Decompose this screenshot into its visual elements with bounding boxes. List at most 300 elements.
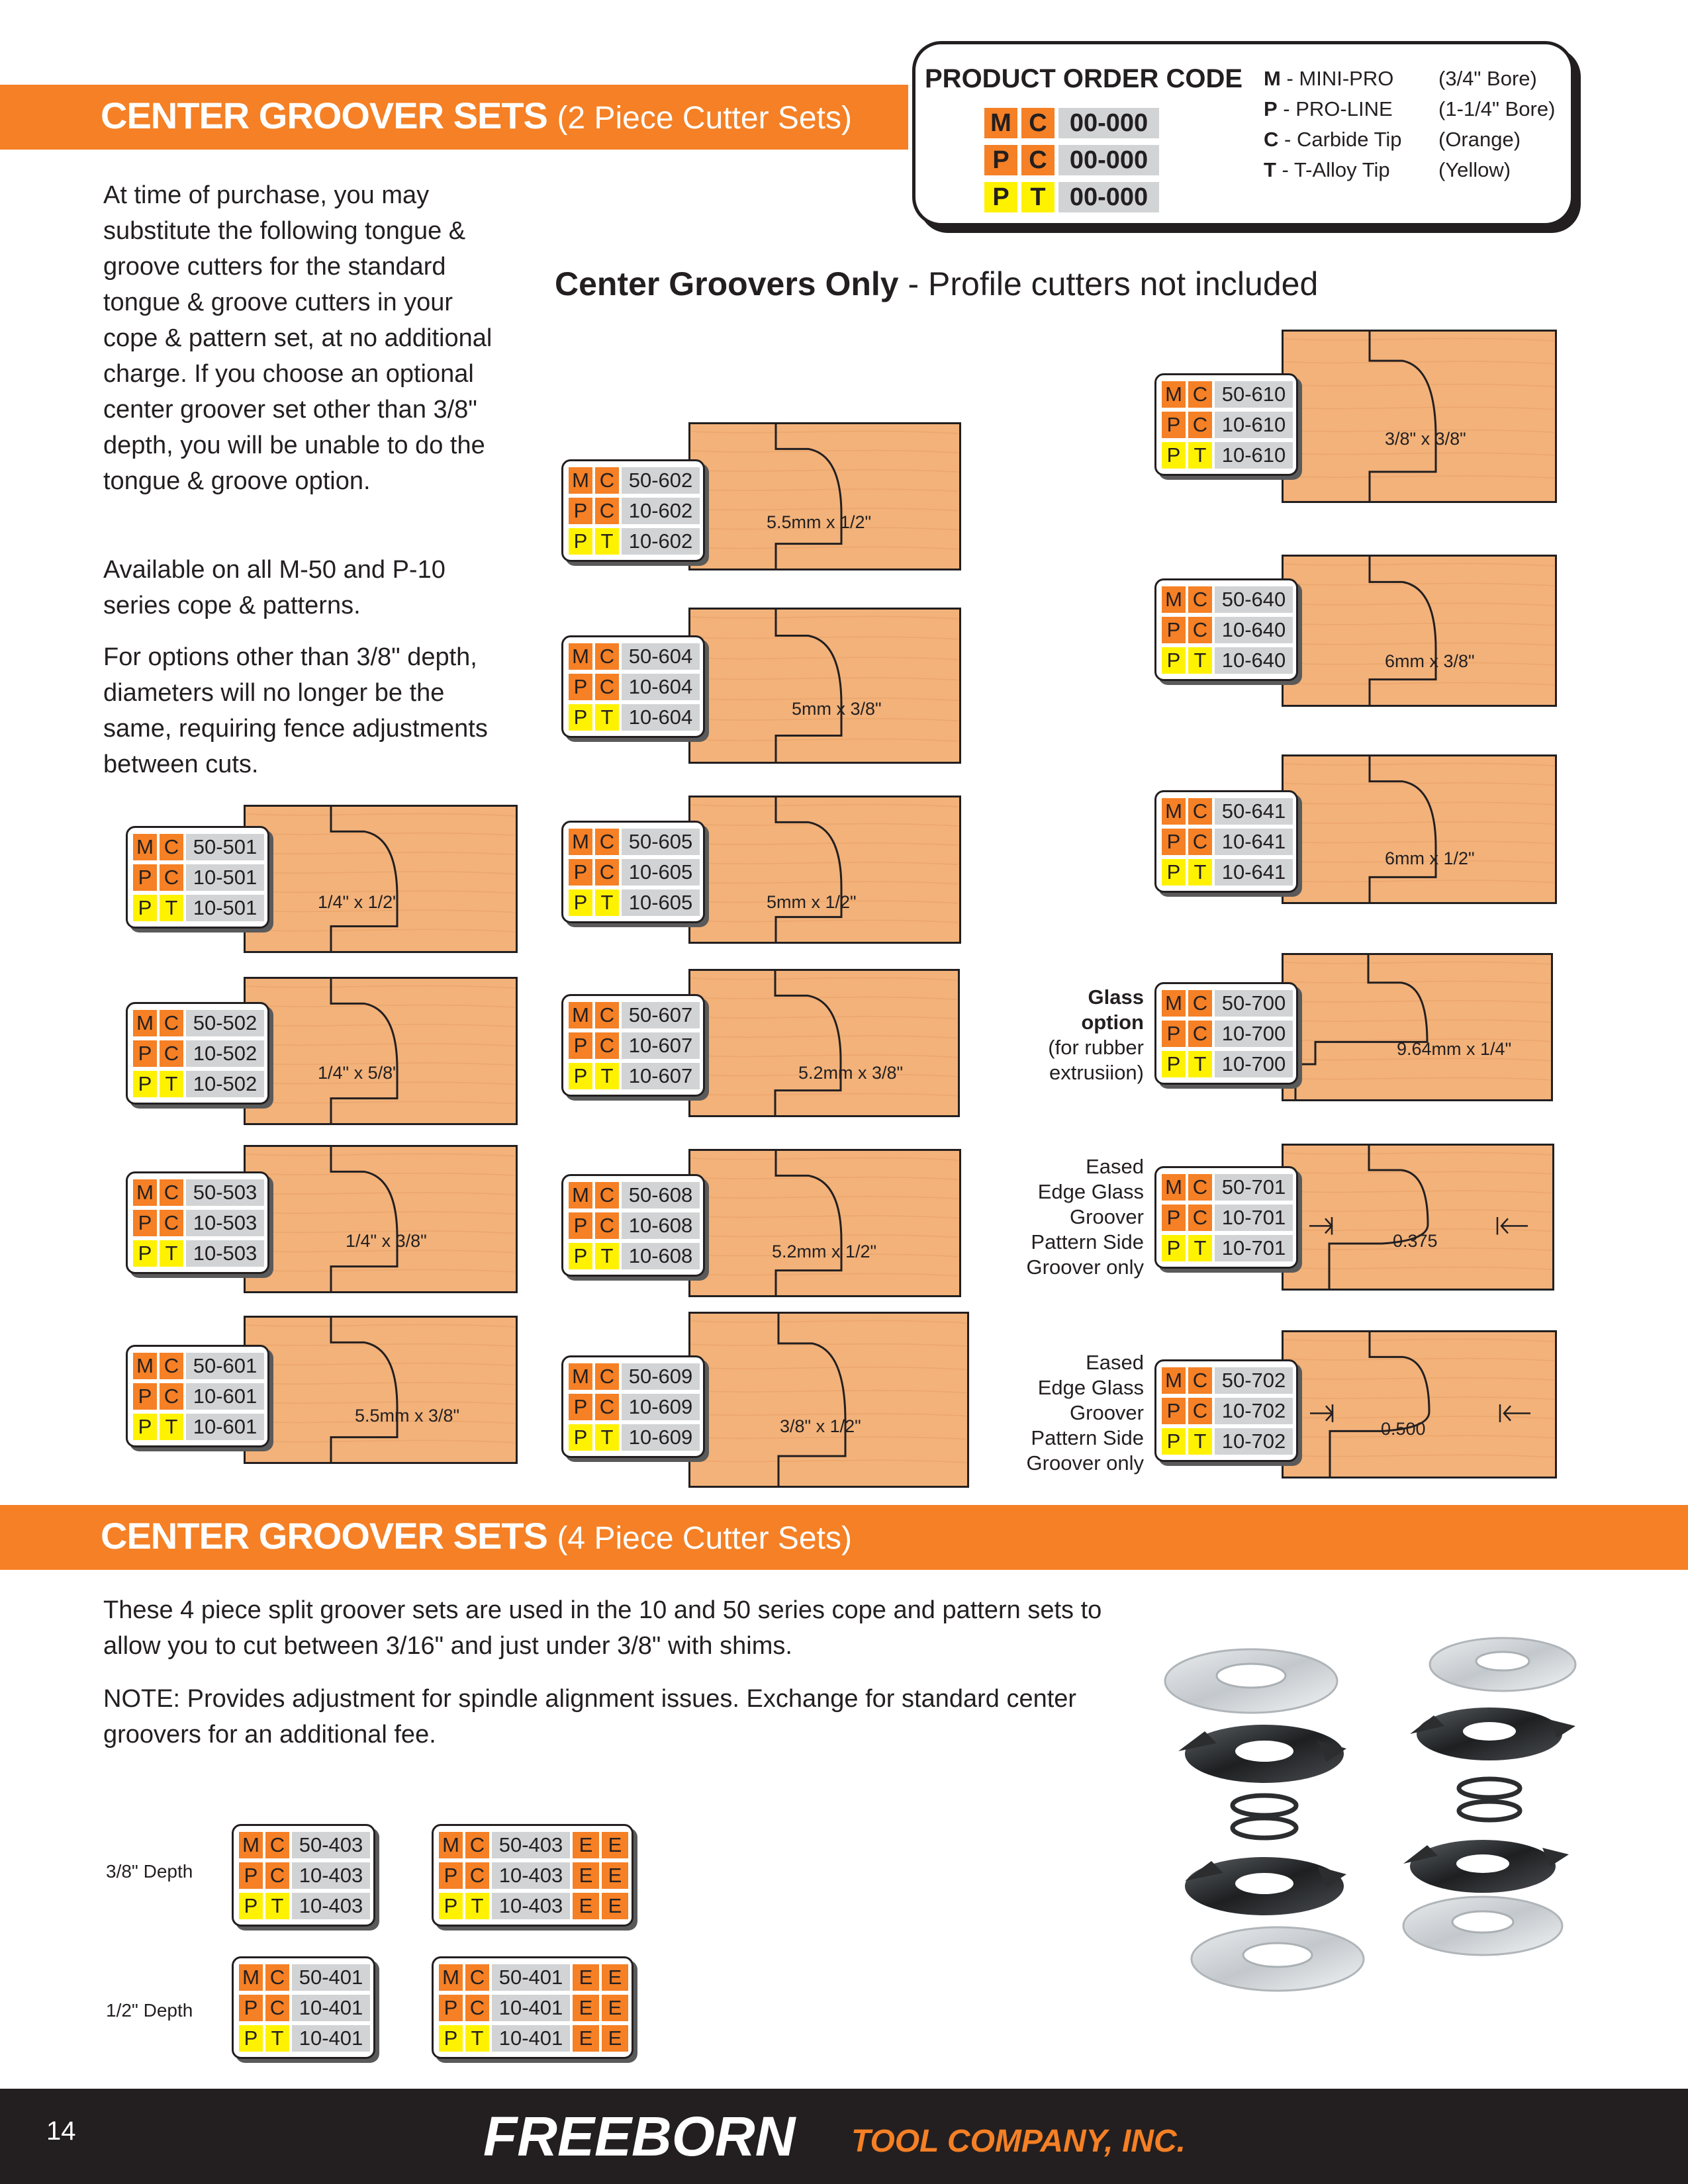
cutter-dimension: 5.2mm x 1/2" [772, 1242, 877, 1261]
code-letter: C [160, 1353, 183, 1379]
code-number: 10-401 [292, 2025, 370, 2052]
code-letter: C [595, 1002, 619, 1028]
code-number: 50-503 [186, 1179, 264, 1206]
code-row [1162, 1426, 1293, 1457]
subheading: Center Groovers Only - Profile cutters not included [555, 265, 1319, 302]
code-number: 00-000 [1058, 182, 1159, 212]
wood-profile-drawing [1282, 555, 1557, 707]
code-row [239, 1993, 370, 2023]
product-code-box [1154, 982, 1298, 1085]
code-number: 50-605 [622, 829, 700, 855]
code-letter: M [133, 1353, 157, 1379]
wood-profile-drawing [688, 422, 961, 570]
code-number: 50-602 [622, 467, 700, 494]
wood-profile-drawing [1282, 754, 1557, 904]
code-row [133, 862, 264, 893]
code-number: 10-501 [186, 864, 264, 891]
cutter-dimension: 5.5mm x 1/2" [767, 512, 872, 532]
cutter-dimension: 9.64mm x 1/4" [1397, 1039, 1512, 1059]
code-row [133, 1038, 264, 1069]
code-letter: C [595, 829, 619, 855]
cutter-dimension: 0.500 [1381, 1419, 1426, 1439]
wood-profile-drawing [1282, 1144, 1554, 1291]
code-row [133, 1177, 264, 1208]
code-number: 10-403 [292, 1893, 370, 1919]
code-number: 10-640 [1215, 617, 1293, 643]
code-row [1162, 857, 1293, 887]
code-row [239, 1891, 370, 1921]
code-letter: C [1188, 1398, 1212, 1424]
code-suffix: E [573, 1832, 599, 1858]
cutter-dimension: 5.2mm x 3/8" [798, 1063, 904, 1083]
code-number: 00-000 [1058, 145, 1159, 175]
product-code-box [1154, 578, 1298, 681]
code-number: 50-700 [1215, 990, 1293, 1017]
intro-paragraph: For options other than 3/8" depth, diameters will no longer be the same, requiring fence adjustments between cuts. [103, 643, 488, 778]
code-number: 10-701 [1215, 1205, 1293, 1231]
code-letter: C [160, 864, 183, 891]
code-row [569, 1361, 700, 1392]
code-number: 10-641 [1215, 859, 1293, 886]
code-row [439, 1860, 628, 1891]
code-number: 10-403 [492, 1862, 570, 1889]
code-letter: M [133, 834, 157, 860]
code-number: 50-609 [622, 1363, 700, 1390]
code-number: 50-610 [1215, 381, 1293, 408]
code-letter: M [439, 1832, 463, 1858]
code-row [569, 702, 700, 733]
wood-profile-drawing [1282, 953, 1553, 1101]
product-code-box [561, 994, 705, 1097]
code-letter: C [1188, 617, 1212, 643]
code-letter: P [569, 528, 592, 555]
product-code-box [561, 635, 705, 738]
code-letter: M [439, 1964, 463, 1991]
code-letter: C [1188, 1367, 1212, 1394]
product-code-box [1154, 373, 1298, 476]
product-code-box [561, 1355, 705, 1458]
cutter-dimension: 0.375 [1393, 1231, 1438, 1251]
code-number: 00-000 [1058, 108, 1159, 138]
code-number: 50-403 [292, 1832, 370, 1858]
code-letter: M [1162, 586, 1186, 613]
cutter-profile [1282, 754, 1557, 904]
code-row [569, 496, 700, 526]
intro-paragraph: Available on all M-50 and P-10 series cope & patterns. [103, 556, 445, 619]
code-letter: C [595, 498, 619, 524]
code-letter: C [595, 1363, 619, 1390]
code-letter: T [1188, 1051, 1212, 1077]
code-row [1162, 1172, 1293, 1203]
code-letter: C [595, 674, 619, 700]
code-row [569, 1000, 700, 1030]
code-number: 50-403 [492, 1832, 570, 1858]
code-letter: M [239, 1964, 263, 1991]
cutter-profile [688, 796, 961, 944]
code-letter: C [1021, 108, 1055, 138]
code-letter: P [239, 1893, 263, 1919]
code-suffix: E [602, 1893, 628, 1919]
code-number: 10-403 [492, 1893, 570, 1919]
code-letter: P [239, 1862, 263, 1889]
code-row [1162, 410, 1293, 440]
code-number: 10-602 [622, 528, 700, 555]
code-letter: P [1162, 1021, 1186, 1047]
code-row [569, 526, 700, 557]
code-letter: C [1021, 145, 1055, 175]
code-row [569, 1180, 700, 1210]
code-number: 10-640 [1215, 647, 1293, 674]
code-letter: C [1188, 1205, 1212, 1231]
wood-profile-drawing [244, 977, 518, 1125]
code-letter: C [160, 1179, 183, 1206]
legend-carbide: C - Carbide Tip [1264, 128, 1402, 151]
code-letter: P [439, 1893, 463, 1919]
code-row [1162, 988, 1293, 1019]
cutter-profile [688, 1312, 969, 1488]
groover-set-image [1152, 1635, 1602, 2005]
code-letter: P [1162, 1205, 1186, 1231]
code-number: 50-501 [186, 834, 264, 860]
code-row [239, 1860, 370, 1891]
cutter-profile [688, 969, 960, 1117]
code-row [1162, 827, 1293, 857]
code-letter: T [465, 2025, 489, 2052]
code-letter: C [595, 859, 619, 886]
code-number: 50-702 [1215, 1367, 1293, 1394]
code-letter: C [1188, 990, 1212, 1017]
code-letter: T [1188, 647, 1212, 674]
code-number: 50-401 [492, 1964, 570, 1991]
code-letter: M [239, 1832, 263, 1858]
code-letter: M [569, 1002, 592, 1028]
code-letter: C [265, 1995, 289, 2021]
section-header-2-piece [0, 85, 908, 150]
wood-profile-drawing [688, 1312, 969, 1488]
code-row [133, 1238, 264, 1269]
order-code-row [984, 182, 1159, 212]
cutter-profile [1282, 1330, 1557, 1479]
code-number: 50-502 [186, 1010, 264, 1036]
code-number: 10-608 [622, 1212, 700, 1239]
cutter-profile [1282, 330, 1557, 503]
cutter-profile [688, 422, 961, 570]
code-letter: C [1188, 1021, 1212, 1047]
legend-pro-line: P - PRO-LINE [1264, 97, 1393, 120]
cutter-dimension: 1/4" x 1/2" [318, 892, 399, 912]
code-row [133, 1351, 264, 1381]
code-letter: P [569, 674, 592, 700]
code-letter: C [160, 834, 183, 860]
code-row [1162, 379, 1293, 410]
product-code-box [232, 1956, 375, 2059]
code-letter: M [1162, 1174, 1186, 1201]
code-number: 10-610 [1215, 442, 1293, 469]
code-row [439, 1891, 628, 1921]
code-row [569, 1210, 700, 1241]
code-letter: P [133, 895, 157, 921]
code-letter: C [595, 467, 619, 494]
code-letter: P [1162, 859, 1186, 886]
cutter-profile [1282, 1144, 1554, 1291]
code-letter: M [133, 1179, 157, 1206]
code-letter: T [160, 1240, 183, 1267]
cutter-dimension: 3/8" x 3/8" [1385, 429, 1466, 449]
product-code-box [432, 1956, 633, 2059]
code-row [569, 1422, 700, 1453]
product-code-box [1154, 1166, 1298, 1269]
code-number: 10-403 [292, 1862, 370, 1889]
code-letter: M [569, 467, 592, 494]
code-row [1162, 584, 1293, 615]
code-letter: C [265, 1862, 289, 1889]
cutter-dimension: 3/8" x 1/2" [780, 1416, 861, 1436]
code-letter: C [595, 1212, 619, 1239]
code-row [1162, 1396, 1293, 1426]
code-number: 10-702 [1215, 1428, 1293, 1455]
code-letter: C [1188, 586, 1212, 613]
code-letter: T [465, 1893, 489, 1919]
code-letter: P [1162, 1428, 1186, 1455]
section-header-4-piece [0, 1505, 1688, 1570]
code-row [569, 1392, 700, 1422]
code-letter: T [595, 889, 619, 916]
code-letter: P [439, 1862, 463, 1889]
code-row [133, 1008, 264, 1038]
wood-profile-drawing [688, 796, 961, 944]
order-code-row [984, 108, 1159, 138]
wood-profile-drawing [244, 805, 518, 953]
code-letter: P [984, 182, 1017, 212]
code-number: 10-609 [622, 1394, 700, 1420]
code-letter: C [160, 1010, 183, 1036]
code-number: 10-602 [622, 498, 700, 524]
code-letter: P [1162, 647, 1186, 674]
code-suffix: E [602, 1832, 628, 1858]
code-number: 10-601 [186, 1383, 264, 1410]
code-row [1162, 1203, 1293, 1233]
code-number: 10-605 [622, 889, 700, 916]
depth-label: 1/2" Depth [106, 2000, 193, 2021]
code-letter: M [1162, 990, 1186, 1017]
section-title: CENTER GROOVER SETS [101, 95, 547, 136]
code-number: 10-641 [1215, 829, 1293, 855]
code-suffix: E [573, 1893, 599, 1919]
code-letter: C [465, 1862, 489, 1889]
cutter-profile [688, 608, 961, 764]
code-number: 50-640 [1215, 586, 1293, 613]
code-letter: T [265, 2025, 289, 2052]
code-number: 10-502 [186, 1040, 264, 1067]
code-letter: C [265, 1964, 289, 1991]
code-letter: T [1188, 442, 1212, 469]
code-number: 10-503 [186, 1240, 264, 1267]
product-code-box [126, 1345, 269, 1447]
code-letter: P [133, 1383, 157, 1410]
code-row [1162, 645, 1293, 676]
product-code-box [561, 1174, 705, 1277]
code-letter: P [569, 1243, 592, 1269]
product-code-box [126, 1171, 269, 1274]
wood-profile-drawing [688, 608, 961, 764]
code-suffix: E [573, 1995, 599, 2021]
code-number: 10-502 [186, 1071, 264, 1097]
code-letter: P [439, 2025, 463, 2052]
code-row [569, 887, 700, 918]
code-letter: P [1162, 829, 1186, 855]
code-row [569, 857, 700, 887]
code-letter: P [569, 1032, 592, 1059]
product-code-box [126, 1002, 269, 1105]
code-letter: C [1188, 829, 1212, 855]
code-letter: C [595, 643, 619, 670]
code-row [133, 893, 264, 923]
cutter-profile [244, 1145, 518, 1293]
code-letter: T [160, 895, 183, 921]
code-letter: T [1188, 1235, 1212, 1261]
code-number: 50-604 [622, 643, 700, 670]
code-letter: T [595, 1063, 619, 1089]
legend-mini-pro: M - MINI-PRO [1264, 67, 1394, 90]
product-code-box [232, 1824, 375, 1927]
code-letter: C [465, 1832, 489, 1858]
code-number: 10-401 [492, 1995, 570, 2021]
code-number: 50-401 [292, 1964, 370, 1991]
code-letter: T [265, 1893, 289, 1919]
code-letter: C [265, 1832, 289, 1858]
code-letter: M [133, 1010, 157, 1036]
code-letter: P [569, 1394, 592, 1420]
cutter-dimension: 1/4" x 3/8" [346, 1231, 427, 1251]
code-letter: T [1021, 182, 1055, 212]
cutter-dimension: 5mm x 3/8" [792, 699, 882, 719]
eased-edge-label: Eased Edge Glass Groover Pattern Side Groover only [1026, 1155, 1144, 1279]
code-row [569, 465, 700, 496]
order-code-row [984, 145, 1159, 175]
code-letter: P [1162, 1235, 1186, 1261]
code-row [439, 1993, 628, 2023]
code-row [133, 832, 264, 862]
eased-edge-label: Eased Edge Glass Groover Pattern Side Groover only [1026, 1351, 1144, 1475]
section2-paragraph: These 4 piece split groover sets are used in the 10 and 50 series cope and pattern sets to allow you to cut between 3/16" and just under 3/8" with shims. [103, 1596, 1102, 1660]
code-row [133, 1208, 264, 1238]
code-number: 10-604 [622, 704, 700, 731]
code-row [1162, 1019, 1293, 1049]
code-number: 50-608 [622, 1182, 700, 1208]
code-letter: P [439, 1995, 463, 2021]
code-letter: T [595, 528, 619, 555]
code-letter: C [160, 1210, 183, 1236]
code-suffix: E [573, 2025, 599, 2052]
code-letter: M [984, 108, 1017, 138]
code-letter: C [1188, 381, 1212, 408]
legend-note: (Orange) [1438, 128, 1521, 151]
code-number: 10-607 [622, 1032, 700, 1059]
wood-profile-drawing [1282, 1330, 1557, 1479]
code-letter: T [595, 1424, 619, 1451]
code-row [1162, 1365, 1293, 1396]
product-code-box [432, 1824, 633, 1927]
cutter-dimension: 6mm x 1/2" [1385, 848, 1475, 868]
footer [0, 2089, 1688, 2184]
code-row [439, 1962, 628, 1993]
brand-logo: FREEBORN [483, 2105, 796, 2167]
cutter-profile [244, 1316, 518, 1464]
code-letter: C [465, 1964, 489, 1991]
code-row [239, 1830, 370, 1860]
page-number: 14 [46, 2116, 76, 2146]
code-number: 10-501 [186, 895, 264, 921]
code-suffix: E [573, 1862, 599, 1889]
cutter-profile [244, 977, 518, 1125]
code-letter: P [569, 1212, 592, 1239]
cutter-profile [1282, 953, 1553, 1101]
code-letter: C [1188, 1174, 1212, 1201]
code-letter: C [465, 1995, 489, 2021]
code-row [1162, 796, 1293, 827]
code-row [569, 672, 700, 702]
code-number: 10-608 [622, 1243, 700, 1269]
code-row [239, 1962, 370, 1993]
code-number: 10-604 [622, 674, 700, 700]
code-letter: P [1162, 1051, 1186, 1077]
code-row [1162, 1233, 1293, 1263]
section-title: CENTER GROOVER SETS [101, 1515, 547, 1557]
code-letter: P [569, 889, 592, 916]
code-number: 50-607 [622, 1002, 700, 1028]
cutter-dimension: 1/4" x 5/8" [318, 1063, 399, 1083]
section-subtitle: (4 Piece Cutter Sets) [557, 1521, 852, 1556]
code-row [133, 1412, 264, 1442]
code-row [1162, 1049, 1293, 1079]
product-code-box [1154, 1359, 1298, 1462]
code-letter: M [569, 643, 592, 670]
code-row [569, 1030, 700, 1061]
code-number: 10-401 [292, 1995, 370, 2021]
wood-profile-drawing [1282, 330, 1557, 503]
code-letter: P [1162, 412, 1186, 438]
cutter-dimension: 5mm x 1/2" [767, 892, 857, 912]
code-letter: M [1162, 798, 1186, 825]
intro-paragraph: At time of purchase, you may substitute the following tongue & groove cutters for the standard tongue & groove cutters in your cope & pattern set, at no additional charge. If you choose an optional center groover set other than 3/8" depth, you will be unable to do the tongue & groove option. [103, 181, 492, 495]
section-subtitle: (2 Piece Cutter Sets) [557, 101, 852, 136]
code-number: 50-601 [186, 1353, 264, 1379]
section2-note: NOTE: Provides adjustment for spindle alignment issues. Exchange for standard center groovers for an additional fee. [103, 1685, 1077, 1749]
brand-subtitle: TOOL COMPANY, INC. [851, 2124, 1186, 2159]
code-letter: M [569, 1182, 592, 1208]
code-number: 10-607 [622, 1063, 700, 1089]
wood-profile-drawing [244, 1316, 518, 1464]
code-letter: P [133, 1071, 157, 1097]
legend-note: (3/4" Bore) [1438, 67, 1537, 90]
code-row [569, 641, 700, 672]
code-letter: C [595, 1394, 619, 1420]
cutter-profile [244, 805, 518, 953]
code-number: 50-701 [1215, 1174, 1293, 1201]
code-number: 10-700 [1215, 1021, 1293, 1047]
code-letter: C [160, 1383, 183, 1410]
code-letter: P [1162, 442, 1186, 469]
code-row [1162, 615, 1293, 645]
code-number: 50-641 [1215, 798, 1293, 825]
code-row [133, 1069, 264, 1099]
code-letter: P [133, 1240, 157, 1267]
code-letter: P [569, 1424, 592, 1451]
product-order-code-box [912, 41, 1574, 226]
cutter-dimension: 6mm x 3/8" [1385, 651, 1475, 671]
code-letter: P [569, 704, 592, 731]
depth-label: 3/8" Depth [106, 1861, 193, 1882]
